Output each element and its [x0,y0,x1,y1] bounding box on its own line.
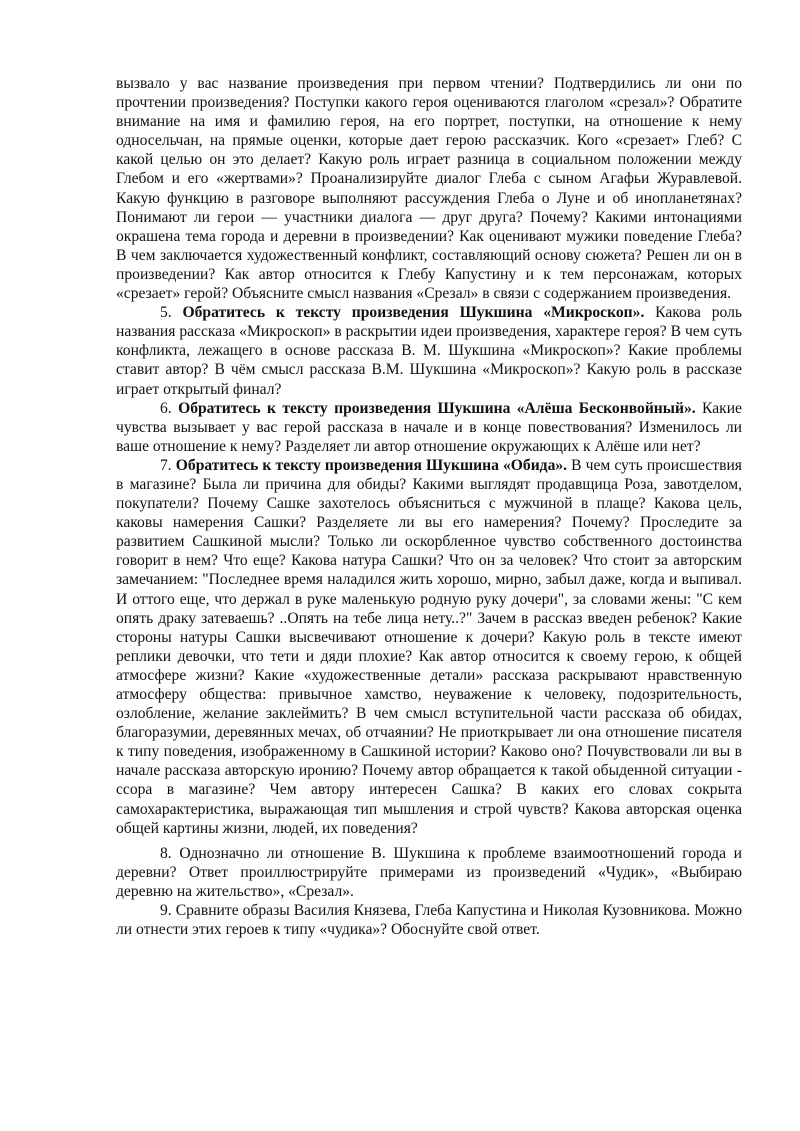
question-text: Сравните образы Василия Князева, Глеба Капустина и Николая Кузовникова. Можно ли отнести этих героев к типу «чудика»? Обоснуйте свой ответ. [116,902,742,939]
question-9 [116,901,742,939]
question-lead: Обратитесь к тексту произведения Шукшина «Алёша Бесконвойный». [178,399,696,417]
question-7 [116,456,742,838]
question-8 [116,844,742,901]
question-number: 8. [160,844,172,862]
question-5 [116,303,742,398]
question-lead: Обратитесь к тексту произведения Шукшина «Микроскоп». [182,304,645,322]
document-page [116,74,742,939]
question-number: 6. [160,399,172,417]
intro-paragraph: вызвало у вас название произведения при первом чтении? Подтвердились ли они по прочтении произведения? Поступки какого героя оцениваются глаголом «срезал»? Обратите внимание на имя и фамилию героя, на его портрет, поступки, на отношение к нему односельчан, на прямые оценки, которые дает герою рассказчик. Кого «срезает» Глеб? С какой целью он это делает? Какую роль играет разница в социальном положении между Глебом и его «жертвами»? Проанализируйте диалог Глеба с сыном Агафьи Журавлевой. Какую функцию в разговоре выполняют рассуждения Глеба о Луне и об инопланетянах? Понимают ли герои — участники диалога — друг друга? Почему? Какими интонациями окрашена тема города и деревни в произведении? Как оценивают мужики поведение Глеба? В чем заключается художественный конфликт, составляющий основу сюжета? Решен ли он в произведении? Как автор относится к Глебу Капустину и к тем персонажам, которых «срезает» герой? Объясните смысл названия «Срезал» в связи с содержанием произведения. [116,75,742,303]
question-6 [116,399,742,456]
question-text: Однозначно ли отношение В. Шукшина к проблеме взаимоотношений города и деревни? Ответ проиллюстрируйте примерами из произведений «Чудик», «Выбираю деревню на жительство», «Срезал». [116,844,742,900]
question-number: 7. [160,456,172,474]
question-lead: Обратитесь к тексту произведения Шукшина «Обида». [175,456,568,474]
question-text: Какие чувства вызывает у вас герой рассказа в начале и в конце повествования? Изменилось ли ваше отношение к нему? Разделяет ли автор отношение окружающих к Алёше или нет? [116,399,742,455]
question-text: Какова роль названия рассказа «Микроскоп» в раскрытии идеи произведения, характере героя? В чем суть конфликта, лежащего в основе рассказа В. М. Шукшина «Микроскоп»? Какие проблемы ставит автор? В чём смысл рассказа В.М. Шукшина «Микроскоп»? Какую роль в рассказе играет открытый финал? [116,304,742,398]
question-number: 9. [160,902,172,920]
question-number: 5. [160,304,172,322]
question-text: В чем суть происшествия в магазине? Была ли причина для обиды? Какими выглядят продавщица Роза, завотделом, покупатели? Почему Сашке захотелось объясниться с мужчиной в плаще? Какова цель, каковы намерения Сашки? Разделяете ли вы его намерения? Почему? Проследите за развитием Сашкиной мысли? Только ли оскорбленное чувство собственного достоинства говорит в нем? Что еще? Какова натура Сашки? Что он за человек? Что стоит за авторским замечанием: "Последнее время наладился жить хорошо, мирно, забыл даже, когда и выпивал. И оттого еще, что держал в руке маленькую родную руку дочери", за словами жены: "С кем опять драку затеваешь? ..Опять на тебе лица нету..?" Зачем в рассказ введен ребенок? Какие стороны натуры Сашки высвечивают отношение к дочери? Какую роль в тексте имеют реплики девочки, что тети и дяди плохие? Как автор относится к своему герою, к общей атмосфере жизни? Какие «художественные детали» рассказа раскрывают нравственную атмосферу общества: привычное хамство, неуважение к человеку, подозрительность, озлобление, желание заклеймить? В чем смысл вступительной части рассказа об обидах, благоразумии, деревянных мечах, об отчаянии? Не приоткрывает ли она отношение писателя к типу поведения, изображенному в Сашкиной истории? Каково оно? Почувствовали ли вы в начале рассказа авторскую иронию? Почему автор обращается к такой обыденной ситуации - ссора в магазине? Чем автору интересен Сашка? В каких его словах сокрыта самохарактеристика, выражающая тип мышления и строй чувств? Какова авторская оценка общей картины жизни, людей, их поведения? [116,456,742,837]
